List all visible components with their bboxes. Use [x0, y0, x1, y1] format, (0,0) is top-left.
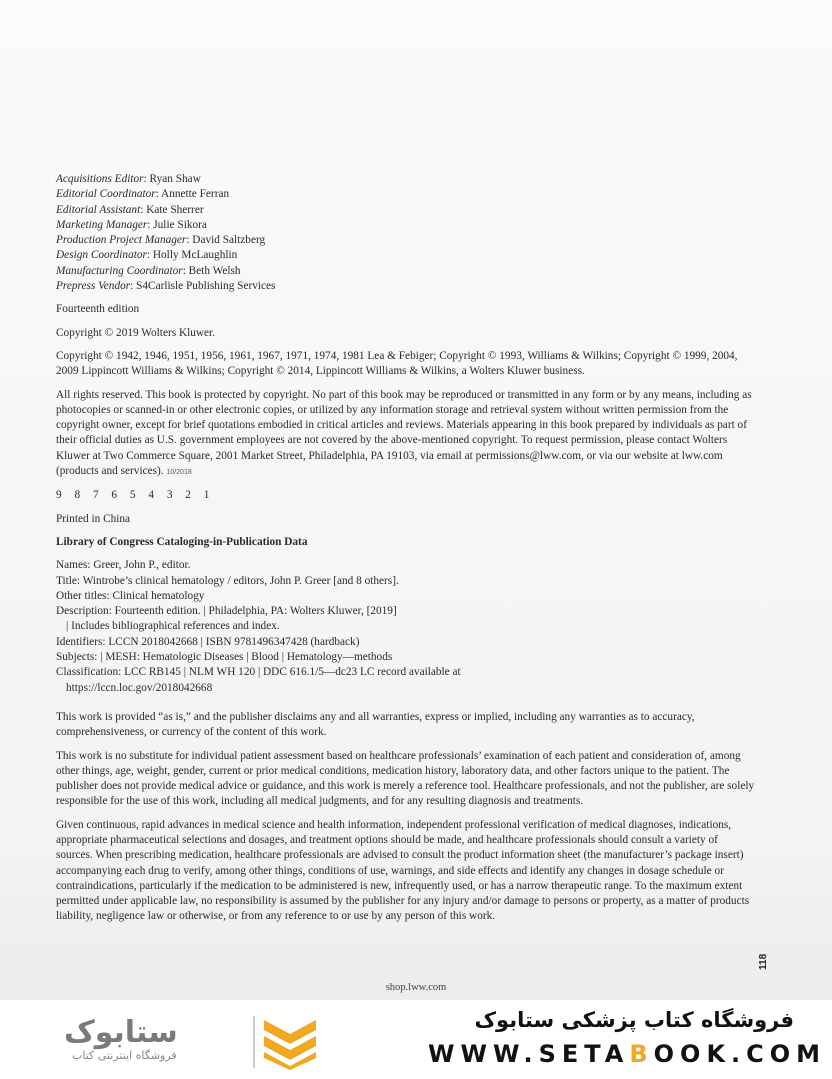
disclaimer-patient: This work is no substitute for individual patient assessment based on healthcare professionals’ examination of each patient and consideration of, among other things, age, weight, gender, current or prior medical conditions, medication history, laboratory data, and other factors unique to the patient. The publisher does not provide medical advice or guidance, and this work is merely a reference tool. Healthcare professionals, and not the publisher, are solely responsible for the use of this work, including all medical judgments, and for any resulting diagnosis and treatments. [56, 749, 755, 808]
page-content [56, 172, 756, 925]
print-line: 9 8 7 6 5 4 3 2 1 [56, 489, 211, 502]
side-page-number: 118 [758, 953, 769, 970]
credit-line: Marketing Manager: Julie Sikora [56, 218, 207, 231]
cip-line: Identifiers: LCCN 2018042668 | ISBN 9781496347428 (hardback) [56, 635, 360, 648]
cip-line: https://lccn.loc.gov/2018042668 [66, 681, 213, 694]
cip-block [56, 558, 756, 696]
shop-title: فروشگاه کتاب پزشکی ستابوک [474, 1008, 794, 1032]
credits-list [56, 172, 756, 294]
rights-code: 10/2018 [166, 469, 192, 477]
cip-line: Names: Greer, John P., editor. [56, 559, 191, 572]
rights-statement: All rights reserved. This book is protected by copyright. No part of this book may be reproduced or transmitted in any form or by any means, including as photocopies or scanned-in or other electronic copies, or utilized by any information storage and retrieval system without written permission from the copyright owner, except for brief quotations embodied in critical articles and reviews. Materials appearing in this book prepared by individuals as part of their official duties as U.S. government employees are not covered by the above-mentioned copyright. To request permission, please contact Wolters Kluwer at Two Commerce Square, 2001 Market Street, Philadelphia, PA 19103, via email at permissions@lww.com, or via our website at lww.com (products and services). 10/2018 [56, 388, 752, 478]
copyright-history: Copyright © 1942, 1946, 1951, 1956, 1961, 1967, 1971, 1974, 1981 Lea & Febiger; Copyright © 1993, Williams & Wilkins; Copyright © 1999, 2004, 2009 Lippincott Williams & Wilkins; Copyright © 2014, Lippincott Williams & Wilkins, a Wolters Kluwer business. [56, 349, 738, 378]
credit-line: Editorial Coordinator: Annette Ferran [56, 188, 230, 201]
cip-line: Other titles: Clinical hematology [56, 589, 205, 602]
cip-line: | Includes bibliographical references and index. [66, 620, 280, 633]
edition: Fourteenth edition [56, 303, 140, 316]
cip-heading: Library of Congress Cataloging-in-Publication Data [56, 535, 308, 548]
disclaimer-verification: Given continuous, rapid advances in medical science and health information, independent professional verification of medical diagnoses, indications, appropriate pharmaceutical selections and dosages, and treatment options should be made, and healthcare professionals should consult a variety of sources. When prescribing medication, healthcare professionals are advised to consult the product information sheet (the manufacturer’s package insert) accompanying each drug to verify, among other things, conditions of use, warnings, and side effects and identify any changes in dosage schedule or contraindications, particularly if the medication to be administered is new, infrequently used, or has a narrow therapeutic range. To the maximum extent permitted under applicable law, no responsibility is assumed by the publisher for any injury and/or damage to persons or property, as a matter of products liability, negligence law or otherwise, or from any reference to or use by any person of this work. [56, 818, 750, 923]
cip-line: Classification: LCC RB145 | NLM WH 120 | DDC 616.1/5—dc23 LC record available at [56, 666, 461, 679]
credit-line: Prepress Vendor: S4Carlisle Publishing Services [56, 280, 276, 293]
logo-text: ستابوک [64, 1015, 178, 1050]
copyright-current: Copyright © 2019 Wolters Kluwer. [56, 326, 216, 339]
footer-url: shop.lww.com [385, 982, 447, 993]
credit-line: Production Project Manager: David Saltzberg [56, 234, 266, 247]
cip-line: Title: Wintrobe’s clinical hematology / editors, John P. Greer [and 8 others]. [56, 574, 399, 587]
disclaimer-warranty: This work is provided “as is,” and the publisher disclaims any and all warranties, express or implied, including any warranties as to accuracy, comprehensiveness, or currency of the content of this work. [56, 710, 695, 739]
credit-line: Design Coordinator: Holly McLaughlin [56, 249, 238, 262]
chevron-logo-icon [250, 1014, 322, 1070]
cip-line: Description: Fourteenth edition. | Philadelphia, PA: Wolters Kluwer, [2019] [56, 605, 397, 618]
printed-in: Printed in China [56, 512, 131, 525]
cip-line: Subjects: | MESH: Hematologic Diseases | Blood | Hematology—methods [56, 651, 393, 664]
setabook-logo [64, 1015, 244, 1067]
watermark-banner [0, 1000, 832, 1079]
credit-line: Acquisitions Editor: Ryan Shaw [56, 173, 201, 185]
credit-line: Editorial Assistant: Kate Sherrer [56, 203, 204, 216]
logo-subtitle: فروشگاه اینترنتی کتاب [72, 1049, 177, 1062]
shop-url: WWW.SETABOOK.COM [428, 1040, 827, 1068]
credit-line: Manufacturing Coordinator: Beth Welsh [56, 264, 241, 277]
